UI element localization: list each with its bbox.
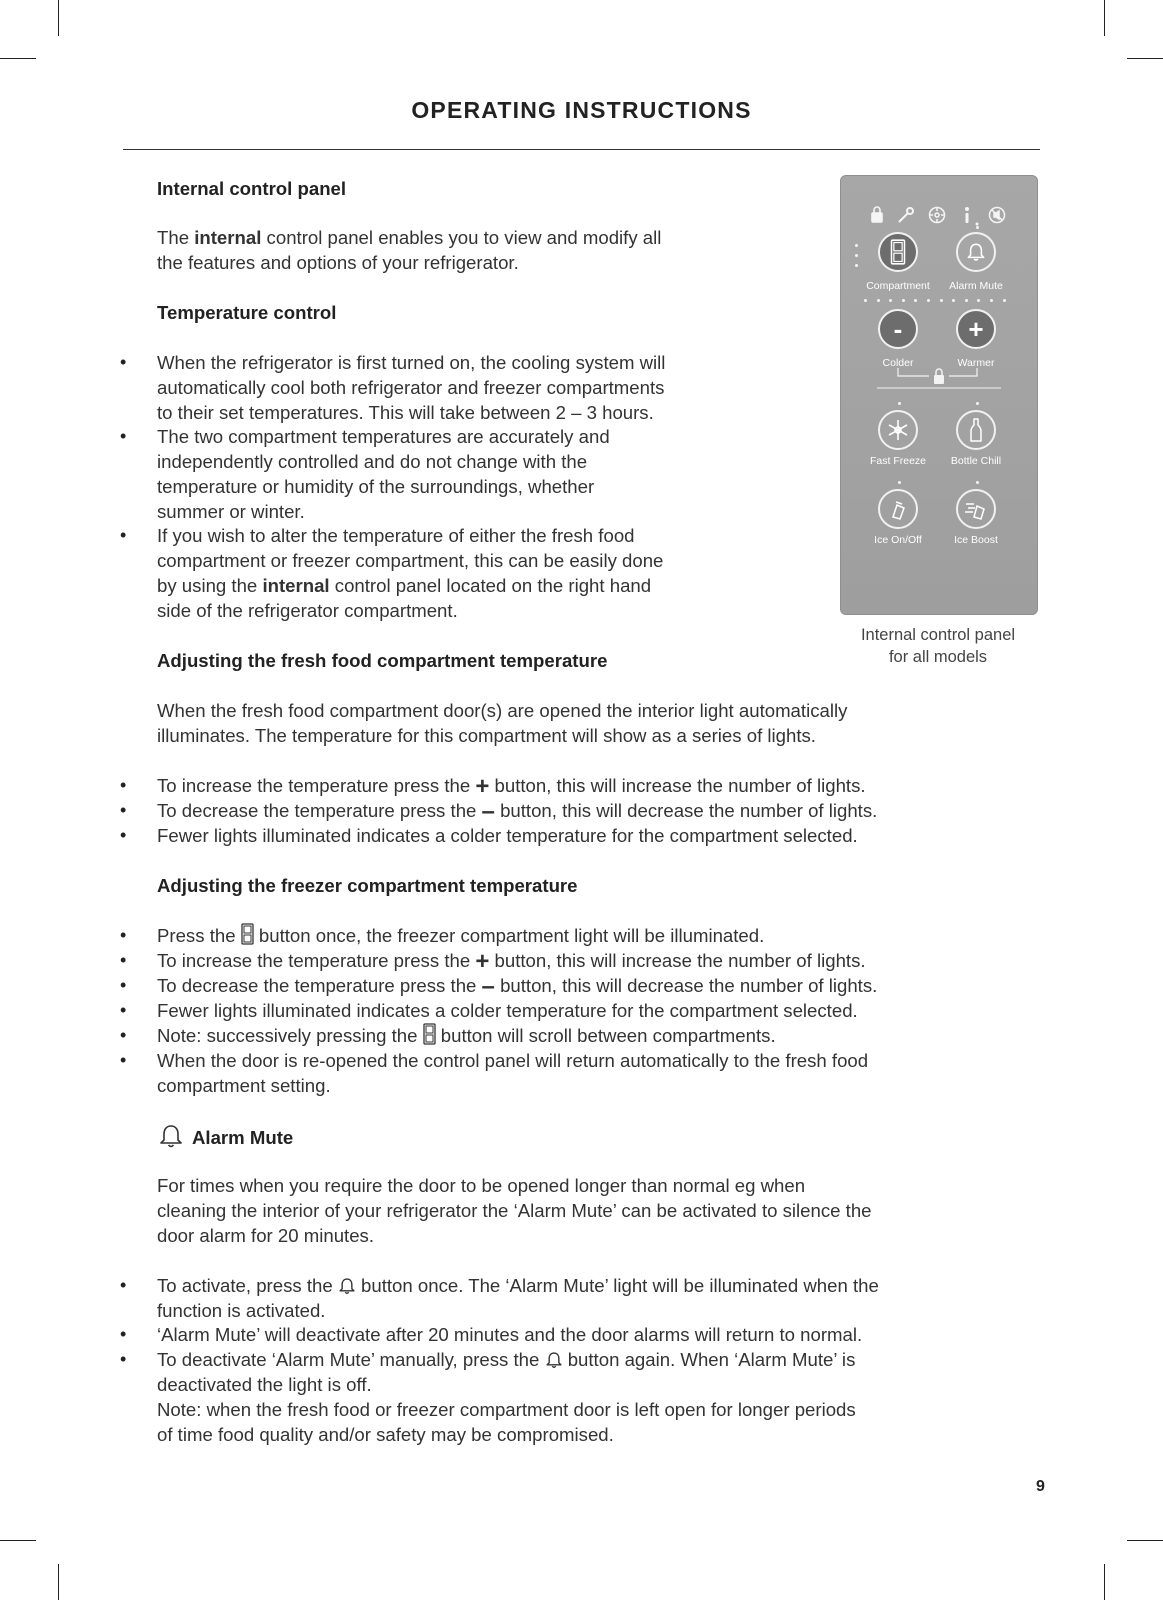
paragraph-line: When the fresh food compartment door(s) are opened the interior light automatically xyxy=(157,700,848,721)
bullet: • xyxy=(120,800,127,820)
bullet-text: automatically cool both refrigerator and freezer compartments xyxy=(157,377,665,398)
warmer-label: Warmer xyxy=(957,357,995,369)
mute-icon xyxy=(990,208,1005,223)
panel-top-icons xyxy=(869,204,1014,226)
paragraph-line: For times when you require the door to be opened longer than normal eg when xyxy=(157,1175,806,1196)
bullet-text: side of the refrigerator compartment. xyxy=(157,600,458,621)
colder-button[interactable]: - xyxy=(878,309,918,349)
ice-icon xyxy=(887,498,909,520)
page-number: 9 xyxy=(1036,1478,1045,1495)
bottle-chill-button[interactable] xyxy=(956,410,996,450)
alarm-mute-button[interactable] xyxy=(956,232,996,272)
bullet-text: temperature or humidity of the surroundings, whether xyxy=(157,476,595,497)
note-line: of time food quality and/or safety may be compromised. xyxy=(157,1424,614,1445)
temperature-light xyxy=(914,299,917,302)
wrench-icon xyxy=(899,208,913,222)
section-heading-internal: Internal control panel xyxy=(157,178,347,199)
bell-icon xyxy=(966,242,986,262)
title-divider xyxy=(123,149,1040,150)
bell-icon xyxy=(158,1123,184,1155)
bullet: • xyxy=(120,1349,127,1369)
bottle-chill-label: Bottle Chill xyxy=(950,455,1002,467)
snowflake-icon xyxy=(887,419,909,441)
bullet-text: To increase the temperature press the + button, this will increase the number of lights. xyxy=(157,948,866,975)
indicator-dot xyxy=(976,226,979,229)
indicator-dot xyxy=(855,264,858,267)
caption-line: Internal control panel xyxy=(860,626,1016,644)
colder-label: Colder xyxy=(882,357,914,369)
crop-mark xyxy=(0,1540,36,1541)
plus-icon: + xyxy=(475,948,490,975)
compartment-label: Compartment xyxy=(866,280,930,292)
bullet-text: Fewer lights illuminated indicates a colder temperature for the compartment selected. xyxy=(157,1000,858,1021)
bullet: • xyxy=(120,950,127,970)
compartment-icon xyxy=(423,1023,436,1051)
bullet-text: compartment setting. xyxy=(157,1075,331,1096)
temperature-light xyxy=(940,299,943,302)
bullet-text: Fewer lights illuminated indicates a colder temperature for the compartment selected. xyxy=(157,825,858,846)
ice-on-off-button[interactable] xyxy=(878,489,918,529)
bullet-text: To increase the temperature press the + button, this will increase the number of lights. xyxy=(157,773,866,800)
bullet-text: summer or winter. xyxy=(157,501,305,522)
fast-freeze-button[interactable] xyxy=(878,410,918,450)
bullet: • xyxy=(120,1000,127,1020)
indicator-dot xyxy=(855,254,858,257)
bell-icon xyxy=(545,1350,563,1375)
note-line: Note: when the fresh food or freezer compartment door is left open for longer periods xyxy=(157,1399,856,1420)
lock-icon xyxy=(872,207,882,222)
bullet: • xyxy=(120,525,127,545)
crop-mark xyxy=(58,1564,59,1600)
bullet-text: To activate, press the button once. The ‘Alarm Mute’ light will be illuminated when the xyxy=(157,1273,879,1301)
section-heading-alarm-mute: Alarm Mute xyxy=(158,1123,293,1155)
indicator-dot xyxy=(976,402,979,405)
crop-mark xyxy=(0,58,36,59)
lock-icon xyxy=(934,369,944,384)
bullet-text: Press the button once, the freezer compartment light will be illuminated. xyxy=(157,923,764,951)
bullet-text: The two compartment temperatures are accurately and xyxy=(157,426,610,447)
bullet: • xyxy=(120,1324,127,1344)
ice-on-off-label: Ice On/Off xyxy=(874,534,922,546)
bullet-text: To decrease the temperature press the – button, this will decrease the number of lights. xyxy=(157,798,878,825)
ice-boost-button[interactable] xyxy=(956,489,996,529)
bullet: • xyxy=(120,426,127,446)
section-heading-fresh-food: Adjusting the fresh food compartment temperature xyxy=(157,650,608,671)
bullet-text: compartment or freezer compartment, this can be easily done xyxy=(157,550,664,571)
bullet: • xyxy=(120,925,127,945)
bullet: • xyxy=(120,825,127,845)
ice-boost-label: Ice Boost xyxy=(954,534,998,546)
info-icon xyxy=(965,207,969,223)
temperature-light xyxy=(902,299,905,302)
compartment-button[interactable] xyxy=(878,232,918,272)
bullet-text: When the refrigerator is first turned on, the cooling system will xyxy=(157,352,666,373)
minus-icon: – xyxy=(481,798,495,825)
bullet-text: If you wish to alter the temperature of either the fresh food xyxy=(157,525,635,546)
bullet-text: deactivated the light is off. xyxy=(157,1374,372,1395)
temperature-light xyxy=(889,299,892,302)
crop-mark xyxy=(1127,1540,1163,1541)
temperature-light xyxy=(877,299,880,302)
bullet-text: ‘Alarm Mute’ will deactivate after 20 minutes and the door alarms will return to normal. xyxy=(157,1324,863,1345)
indicator-dot xyxy=(855,244,858,247)
minus-icon: – xyxy=(481,973,495,1000)
ice-boost-icon xyxy=(964,498,988,520)
temperature-light xyxy=(864,299,867,302)
crop-mark xyxy=(1127,58,1163,59)
filter-icon xyxy=(930,208,945,223)
fast-freeze-label: Fast Freeze xyxy=(869,455,927,467)
bullet-text: When the door is re-opened the control panel will return automatically to the fresh food xyxy=(157,1050,869,1071)
section-heading-temperature: Temperature control xyxy=(157,302,337,323)
compartment-icon xyxy=(890,239,906,265)
warmer-button[interactable]: + xyxy=(956,309,996,349)
indicator-dot xyxy=(898,402,901,405)
page-title: OPERATING INSTRUCTIONS xyxy=(411,97,752,123)
bullet-text: to their set temperatures. This will take between 2 – 3 hours. xyxy=(157,402,654,423)
caption-line: for all models xyxy=(888,648,988,666)
bullet: • xyxy=(120,352,127,372)
internal-control-panel-figure xyxy=(840,175,1038,615)
bell-icon xyxy=(338,1276,356,1301)
intro-line: The internal control panel enables you to view and modify all xyxy=(157,227,662,248)
bullet: • xyxy=(120,1025,127,1045)
plus-icon: + xyxy=(475,773,490,800)
temperature-light xyxy=(1003,299,1006,302)
paragraph-line: cleaning the interior of your refrigerator the ‘Alarm Mute’ can be activated to silence the xyxy=(157,1200,872,1221)
bullet-text: To decrease the temperature press the – button, this will decrease the number of lights. xyxy=(157,973,878,1000)
lock-combo-bracket xyxy=(877,366,1001,394)
bullet: • xyxy=(120,775,127,795)
bottle-icon xyxy=(969,417,983,443)
alarm-mute-label: Alarm Mute xyxy=(949,280,1003,292)
bullet-text: by using the internal control panel located on the right hand xyxy=(157,575,652,596)
temperature-light xyxy=(952,299,955,302)
crop-mark xyxy=(58,0,59,36)
section-heading-freezer: Adjusting the freezer compartment temperature xyxy=(157,875,578,896)
intro-line: the features and options of your refrigerator. xyxy=(157,252,519,273)
bullet: • xyxy=(120,975,127,995)
bullet: • xyxy=(120,1275,127,1295)
bullet: • xyxy=(120,1050,127,1070)
bullet-text: To deactivate ‘Alarm Mute’ manually, press the button again. When ‘Alarm Mute’ is xyxy=(157,1347,855,1375)
temperature-light xyxy=(927,299,930,302)
bullet-text: Note: successively pressing the button will scroll between compartments. xyxy=(157,1023,776,1051)
paragraph-line: illuminates. The temperature for this compartment will show as a series of lights. xyxy=(157,725,816,746)
temperature-light xyxy=(965,299,968,302)
compartment-icon xyxy=(241,923,254,951)
crop-mark xyxy=(1104,0,1105,36)
indicator-dot xyxy=(898,481,901,484)
bullet-text: function is activated. xyxy=(157,1300,326,1321)
temperature-light xyxy=(990,299,993,302)
crop-mark xyxy=(1104,1564,1105,1600)
bullet-text: independently controlled and do not change with the xyxy=(157,451,588,472)
figure-caption xyxy=(838,624,1038,668)
temperature-light xyxy=(977,299,980,302)
paragraph-line: door alarm for 20 minutes. xyxy=(157,1225,375,1246)
indicator-dot xyxy=(976,481,979,484)
